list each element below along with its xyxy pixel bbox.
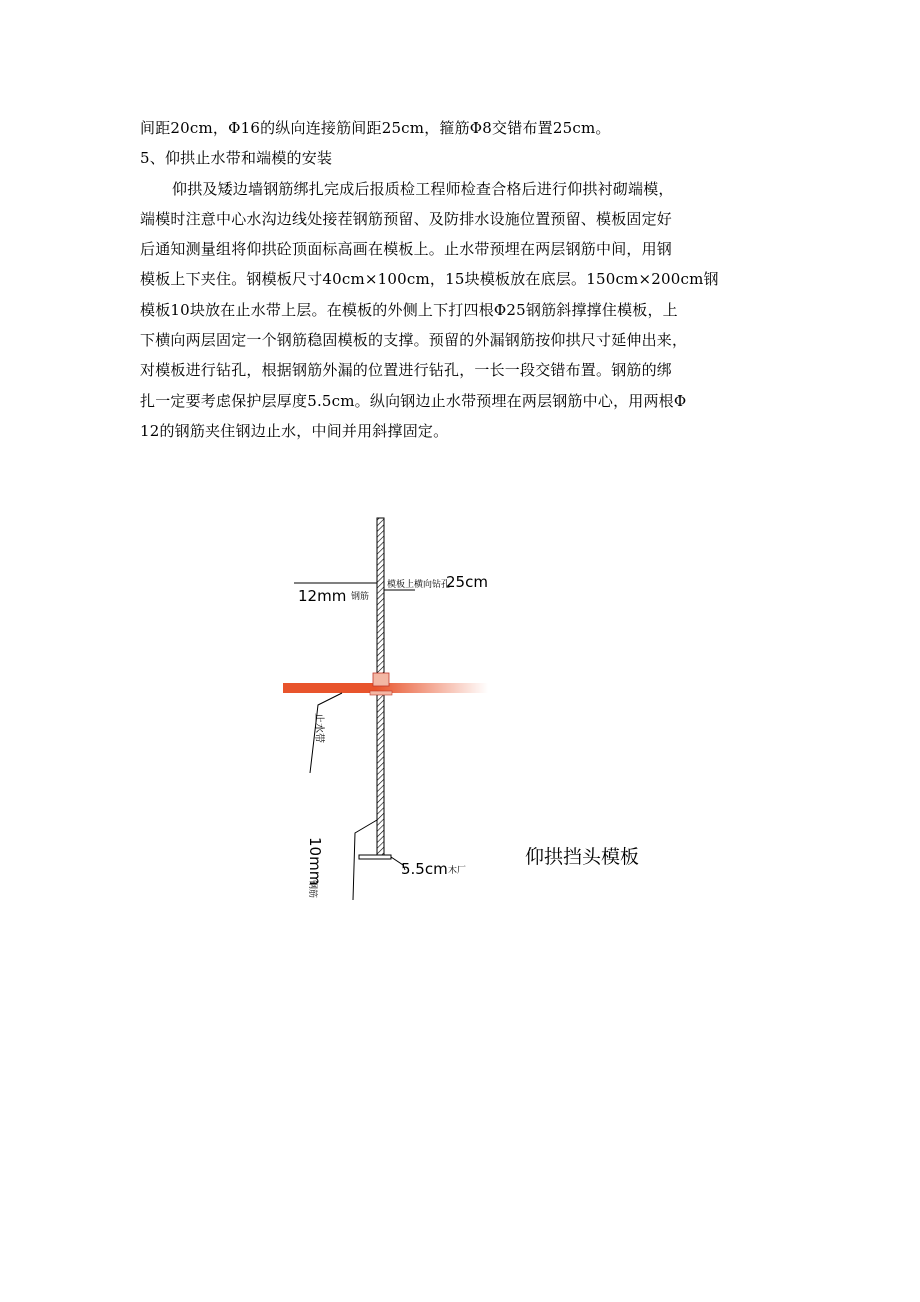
diagram-svg xyxy=(280,515,680,910)
rebar-12-suffix: 钢筋 xyxy=(351,592,370,602)
paragraph-line: 扎一定要考虑保护层厚度5.5cm。纵向钢边止水带预埋在两层钢筋中心，用两根Φ xyxy=(140,391,687,410)
paragraph-line: 下横向两层固定一个钢筋稳固模板的支撑。预留的外漏钢筋按仰拱尺寸延伸出来， xyxy=(140,331,688,350)
paragraph-line: 仰拱及矮边墙钢筋绑扎完成后报质检工程师检查合格后进行仰拱衬砌端模， xyxy=(172,179,674,198)
section-heading: 5、仰拱止水带和端模的安装 xyxy=(140,149,333,168)
text-body xyxy=(140,113,788,446)
paragraph-line: 12的钢筋夹住钢边止水，中间并用斜撑固定。 xyxy=(140,421,449,440)
waterstop-clamp xyxy=(373,673,389,686)
paragraph-line: 后通知测量组将仰拱砼顶面标高画在模板上。止水带预埋在两层钢筋中间，用钢 xyxy=(140,240,673,259)
paragraph-line: 模板10块放在止水带上层。在模板的外侧上下打四根Φ25钢筋斜撑撑住模板，上 xyxy=(140,300,678,319)
paragraph-line: 间距20cm，Φ16的纵向连接筋间距25cm，箍筋Φ8交错布置25cm。 xyxy=(140,119,611,137)
rebar-10-suffix: 钢筋 xyxy=(307,880,317,899)
rebar-12-label: 12mm xyxy=(298,587,347,605)
rebar-10-label: 10mm xyxy=(306,837,324,886)
cover-suffix: 木厂 xyxy=(448,866,467,876)
cover-label: 5.5cm xyxy=(401,860,448,878)
diagram-title: 仰拱挡头模板 xyxy=(525,846,640,868)
paragraph-line: 模板上下夹住。钢模板尺寸40cm×100cm，15块模板放在底层。150cm×200cm钢 xyxy=(140,270,719,289)
rebar-10-leader xyxy=(353,820,377,900)
base-plate xyxy=(359,855,391,859)
waterstop-clamp-lower xyxy=(370,691,392,695)
formwork-diagram xyxy=(280,515,680,910)
waterstop-label: 止水带 xyxy=(313,713,324,743)
spacing-label: 25cm xyxy=(446,573,488,591)
paragraph-line: 对模板进行钻孔，根据钢筋外漏的位置进行钻孔，一长一段交错布置。钢筋的绑 xyxy=(140,361,673,380)
paragraph-line: 端模时注意中心水沟边线处接茬钢筋预留、及防排水设施位置预留、模板固定好 xyxy=(140,209,673,228)
hole-note-label: 模板上横向钻孔 xyxy=(387,580,451,590)
